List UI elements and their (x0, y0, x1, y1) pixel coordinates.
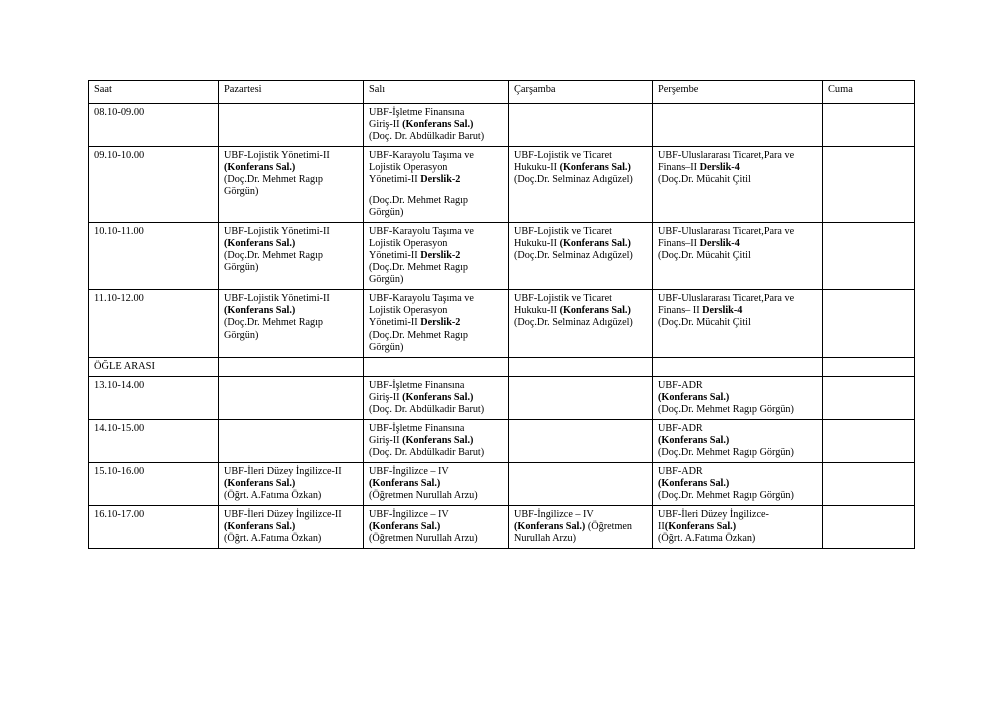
course-line: (Doç.Dr. Mücahit Çitil (658, 250, 751, 262)
schedule-cell (653, 506, 823, 549)
course-line: Finans–II Derslik-4 (658, 238, 740, 250)
weekly-schedule-table (88, 80, 915, 549)
schedule-cell (823, 290, 915, 357)
schedule-cell (364, 463, 509, 506)
course-line: Yönetimi-II Derslik-2 (369, 317, 461, 329)
lunch-break-label: ÖĞLE ARASI (89, 357, 219, 376)
table-row (89, 223, 915, 290)
course-line: (Doç.Dr. Mehmet Ragıp Görgün) (658, 446, 794, 458)
time-slot-label: 09.10-10.00 (89, 147, 219, 223)
course-line: UBF-Lojistik Yönetimi-II (224, 226, 330, 238)
schedule-cell (219, 419, 364, 462)
course-line: Görgün) (224, 186, 259, 198)
course-line: (Doç.Dr. Mücahit Çitil (658, 317, 751, 329)
course-line: UBF-İşletme Finansına (369, 379, 465, 391)
course-line: UBF-ADR (658, 379, 703, 391)
schedule-cell (653, 223, 823, 290)
course-line: (Öğrt. A.Fatıma Özkan) (658, 533, 756, 545)
course-line (224, 238, 359, 250)
header-cell-cuma: Cuma (823, 81, 915, 104)
course-line: Görgün) (224, 262, 259, 274)
room-label: Derslik-2 (420, 317, 461, 329)
room-label: Derslik-4 (702, 305, 743, 317)
course-line: UBF-İngilizce – IV (369, 509, 449, 521)
room-label: (Konferans Sal.) (559, 238, 631, 250)
course-line: (Doç.Dr. Selminaz Adıgüzel) (514, 317, 633, 329)
course-line: (Doç.Dr. Mehmet Ragıp (224, 174, 324, 186)
course-line (224, 305, 359, 317)
room-label: (Konferans Sal.) (224, 478, 296, 490)
course-line: Finans– II Derslik-4 (658, 305, 743, 317)
table-row (89, 463, 915, 506)
schedule-cell (653, 147, 823, 223)
course-line: (Öğrt. A.Fatıma Özkan) (224, 490, 322, 502)
course-line (224, 521, 359, 533)
course-line: (Öğretmen Nurullah Arzu) (369, 533, 478, 545)
table-row (89, 147, 915, 223)
course-line: Görgün) (224, 329, 259, 341)
course-line: UBF-İşletme Finansına (369, 422, 465, 434)
course-line: UBF-Lojistik ve Ticaret (514, 293, 612, 305)
course-line: Hukuku-II (Konferans Sal.) (514, 238, 631, 250)
course-line: UBF-Uluslararası Ticaret,Para ve (658, 293, 795, 305)
room-label: (Konferans Sal.) (224, 521, 296, 533)
course-line: (Doç. Dr. Abdülkadir Barut) (369, 131, 485, 143)
course-line: (Doç.Dr. Selminaz Adıgüzel) (514, 250, 633, 262)
room-label: (Konferans Sal.) (224, 305, 296, 317)
room-label: (Konferans Sal.) (402, 434, 474, 446)
course-line: UBF-İngilizce – IV (514, 509, 594, 521)
room-label: (Konferans Sal.) (658, 478, 730, 490)
schedule-cell (653, 419, 823, 462)
course-line: Giriş-II (Konferans Sal.) (369, 119, 474, 131)
schedule-cell (364, 104, 509, 147)
course-line: Görgün) (369, 341, 404, 353)
room-label: Derslik-4 (699, 238, 740, 250)
course-line (369, 478, 504, 490)
course-line: (Doç.Dr. Mehmet Ragıp (224, 317, 324, 329)
room-label: (Konferans Sal.) (402, 119, 474, 131)
header-cell-sali: Salı (364, 81, 509, 104)
schedule-cell (823, 147, 915, 223)
course-line: (Öğrt. A.Fatıma Özkan) (224, 533, 322, 545)
course-line: (Konferans Sal.) (Öğretmen (514, 521, 632, 533)
course-line: (Doç.Dr. Selminaz Adıgüzel) (514, 174, 633, 186)
schedule-cell (823, 104, 915, 147)
schedule-cell (219, 357, 364, 376)
table-row (89, 506, 915, 549)
course-line (224, 162, 359, 174)
room-label: (Konferans Sal.) (369, 478, 441, 490)
course-line: UBF-İleri Düzey İngilizce-II (224, 509, 342, 521)
course-line: Yönetimi-II Derslik-2 (369, 174, 461, 186)
course-line (658, 392, 818, 404)
time-slot-label: 11.10-12.00 (89, 290, 219, 357)
course-line: UBF-Lojistik ve Ticaret (514, 226, 612, 238)
schedule-cell (509, 357, 653, 376)
course-line: Hukuku-II (Konferans Sal.) (514, 162, 631, 174)
room-label: (Konferans Sal.) (559, 162, 631, 174)
room-label: (Konferans Sal.) (664, 521, 737, 533)
course-line: Görgün) (369, 274, 404, 286)
course-line (224, 478, 359, 490)
spacer-line (369, 186, 504, 195)
schedule-cell (219, 290, 364, 357)
table-row (89, 290, 915, 357)
schedule-cell (653, 357, 823, 376)
room-label: Derslik-2 (420, 250, 461, 262)
table-row (89, 376, 915, 419)
schedule-cell (364, 357, 509, 376)
course-line: UBF-Karayolu Taşıma ve (369, 293, 474, 305)
time-slot-label: 13.10-14.00 (89, 376, 219, 419)
course-line: (Doç.Dr. Mehmet Ragıp Görgün) (658, 403, 794, 415)
room-label: (Konferans Sal.) (224, 238, 296, 250)
schedule-cell (364, 147, 509, 223)
course-line: (Öğretmen Nurullah Arzu) (369, 490, 478, 502)
course-line: Hukuku-II (Konferans Sal.) (514, 305, 631, 317)
time-slot-label: 14.10-15.00 (89, 419, 219, 462)
schedule-cell (823, 357, 915, 376)
room-label: (Konferans Sal.) (514, 521, 586, 533)
schedule-cell (219, 104, 364, 147)
course-line (369, 521, 504, 533)
course-line: (Doç.Dr. Mehmet Ragıp (369, 329, 469, 341)
schedule-cell (364, 506, 509, 549)
course-line: Görgün) (369, 207, 404, 219)
header-cell-persembe: Perşembe (653, 81, 823, 104)
course-line: (Doç.Dr. Mehmet Ragıp Görgün) (658, 490, 794, 502)
schedule-cell (823, 419, 915, 462)
schedule-sheet (88, 80, 914, 549)
time-slot-label: 10.10-11.00 (89, 223, 219, 290)
schedule-cell (219, 463, 364, 506)
schedule-cell (509, 147, 653, 223)
course-line: UBF-ADR (658, 422, 703, 434)
schedule-cell (823, 376, 915, 419)
schedule-cell (509, 506, 653, 549)
schedule-cell (509, 290, 653, 357)
schedule-cell (509, 419, 653, 462)
header-row (89, 81, 915, 104)
room-label: (Konferans Sal.) (369, 521, 441, 533)
table-header (89, 81, 915, 104)
room-label: (Konferans Sal.) (559, 305, 631, 317)
course-line: (Doç. Dr. Abdülkadir Barut) (369, 403, 485, 415)
room-label: (Konferans Sal.) (402, 391, 474, 403)
schedule-cell (823, 463, 915, 506)
lunch-break-row (89, 357, 915, 376)
schedule-cell (823, 506, 915, 549)
schedule-cell (219, 376, 364, 419)
course-line: UBF-İleri Düzey İngilizce- (658, 509, 769, 521)
schedule-cell (509, 376, 653, 419)
schedule-cell (364, 419, 509, 462)
schedule-cell (219, 223, 364, 290)
schedule-cell (364, 223, 509, 290)
course-line: Giriş-II (Konferans Sal.) (369, 391, 474, 403)
schedule-cell (509, 104, 653, 147)
header-cell-carsamba: Çarşamba (509, 81, 653, 104)
course-line: (Doç. Dr. Abdülkadir Barut) (369, 446, 485, 458)
course-line: Lojistik Operasyon (369, 162, 448, 174)
course-line: UBF-Karayolu Taşıma ve (369, 150, 474, 162)
course-line: UBF-İşletme Finansına (369, 107, 465, 118)
course-line: UBF-ADR (658, 466, 703, 478)
course-line: Lojistik Operasyon (369, 238, 448, 250)
room-label: Derslik-2 (420, 174, 461, 186)
course-line: UBF-Lojistik Yönetimi-II (224, 150, 330, 162)
course-line: Lojistik Operasyon (369, 305, 448, 317)
course-line: Finans–II Derslik-4 (658, 162, 740, 174)
course-line: II(Konferans Sal.) (658, 521, 737, 533)
table-row (89, 419, 915, 462)
course-line: (Doç.Dr. Mücahit Çitil (658, 174, 751, 186)
course-line (658, 435, 818, 447)
course-line: UBF-Lojistik ve Ticaret (514, 150, 612, 162)
course-line: UBF-Lojistik Yönetimi-II (224, 293, 330, 305)
schedule-cell (364, 290, 509, 357)
course-line: (Doç.Dr. Mehmet Ragıp (369, 262, 469, 274)
table-body (89, 104, 915, 549)
course-line: UBF-İngilizce – IV (369, 466, 449, 478)
room-label: (Konferans Sal.) (224, 162, 296, 174)
schedule-cell (364, 376, 509, 419)
schedule-cell (509, 463, 653, 506)
schedule-cell (653, 463, 823, 506)
time-slot-label: 16.10-17.00 (89, 506, 219, 549)
schedule-cell (219, 506, 364, 549)
room-label: Derslik-4 (699, 162, 740, 174)
course-line: UBF-Karayolu Taşıma ve (369, 226, 474, 238)
schedule-cell (509, 223, 653, 290)
course-line: UBF-Uluslararası Ticaret,Para ve (658, 150, 795, 162)
room-label: (Konferans Sal.) (658, 391, 730, 403)
course-line: UBF-Uluslararası Ticaret,Para ve (658, 226, 795, 238)
time-slot-label: 15.10-16.00 (89, 463, 219, 506)
room-label: (Konferans Sal.) (658, 434, 730, 446)
course-line: Nurullah Arzu) (514, 533, 576, 545)
course-line (658, 478, 818, 490)
course-line: (Doç.Dr. Mehmet Ragıp (369, 195, 469, 207)
course-line: Yönetimi-II Derslik-2 (369, 250, 461, 262)
table-row (89, 104, 915, 147)
time-slot-label: 08.10-09.00 (89, 104, 219, 147)
header-cell-saat: Saat (89, 81, 219, 104)
header-cell-pazartesi: Pazartesi (219, 81, 364, 104)
schedule-cell (219, 147, 364, 223)
course-line: Giriş-II (Konferans Sal.) (369, 434, 474, 446)
schedule-cell (823, 223, 915, 290)
course-line: (Doç.Dr. Mehmet Ragıp (224, 250, 324, 262)
schedule-cell (653, 290, 823, 357)
schedule-cell (653, 104, 823, 147)
schedule-cell (653, 376, 823, 419)
course-line: UBF-İleri Düzey İngilizce-II (224, 466, 342, 478)
